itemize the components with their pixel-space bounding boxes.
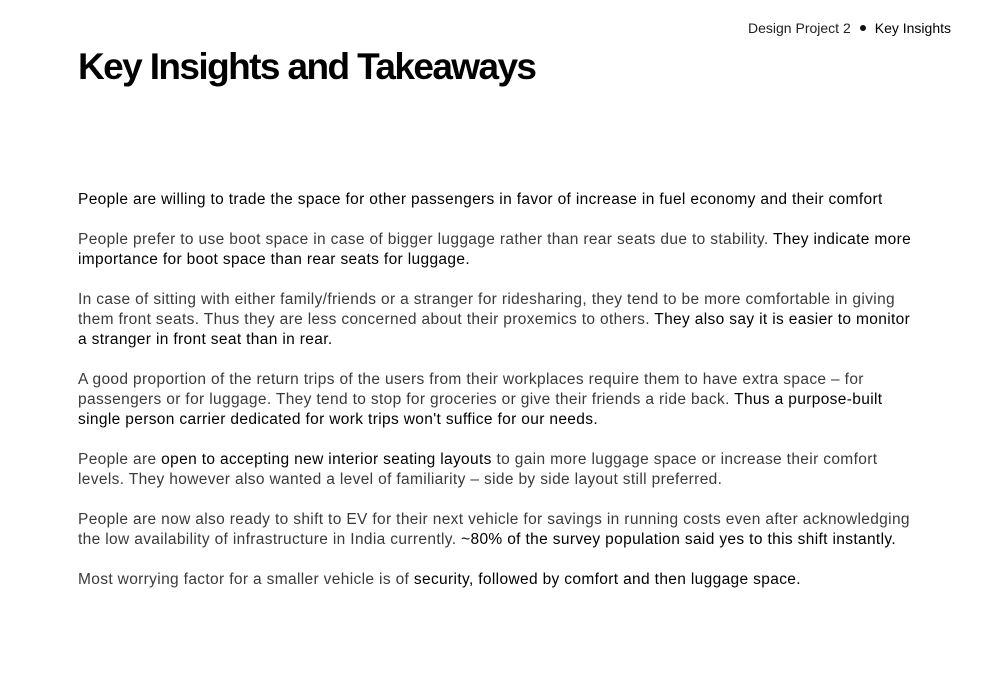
breadcrumb [748,20,951,36]
insight-text: Most worrying factor for a smaller vehicle is of [78,571,410,588]
breadcrumb-current: Key Insights [874,20,951,36]
insight-text: A good proportion of the return trips of the users from their workplaces require them to have extra space – for passengers or for luggage. They tend to stop for groceries or give their friends a ride back. [78,371,864,408]
insight-text: People prefer to use boot space in case of bigger luggage rather than rear seats due to stability. [78,231,769,248]
insight-space-tradeoff [78,190,918,210]
insight-emphasis: They indicate more importance for boot space than rear seats for luggage. [78,231,912,268]
insight-emphasis: They also say it is easier to monitor a stranger in front seat than in rear. [78,311,911,348]
insight-seating-proxemics [78,290,918,350]
bullet-icon [860,25,866,31]
insights-list [78,190,918,610]
insight-emphasis: Thus a purpose-built single person carrier dedicated for work trips won't suffice for our needs. [78,391,883,428]
insight-emphasis: security, followed by comfort and then luggage space. [413,571,801,588]
insight-text: People are now also ready to shift to EV for their next vehicle for savings in running costs even after acknowledging the low availability of infrastructure in India currently. [78,511,910,548]
insight-text: In case of sitting with either family/friends or a stranger for ridesharing, they tend to be more comfortable in giving them front seats. Thus they are less concerned about their proxemics to others. [78,291,896,328]
insight-emphasis: ~80% of the survey population said yes to this shift instantly. [461,531,896,548]
insight-worrying-factor [78,570,918,590]
insight-return-trips [78,370,918,430]
breadcrumb-project: Design Project 2 [748,20,851,36]
insight-text-post: to gain more luggage space or increase their comfort levels. They however also wanted a level of familiarity – side by side layout still preferred. [78,451,878,488]
insight-seating-layouts [78,450,918,490]
insight-ev-shift [78,510,918,550]
insight-text-pre: People are [78,451,157,468]
insight-boot-space [78,230,918,270]
insight-emphasis: open to accepting new interior seating layouts [161,451,492,468]
page-title: Key Insights and Takeaways [78,46,536,87]
insight-emphasis: People are willing to trade the space for other passengers in favor of increase in fuel economy and their comfort [78,191,883,208]
